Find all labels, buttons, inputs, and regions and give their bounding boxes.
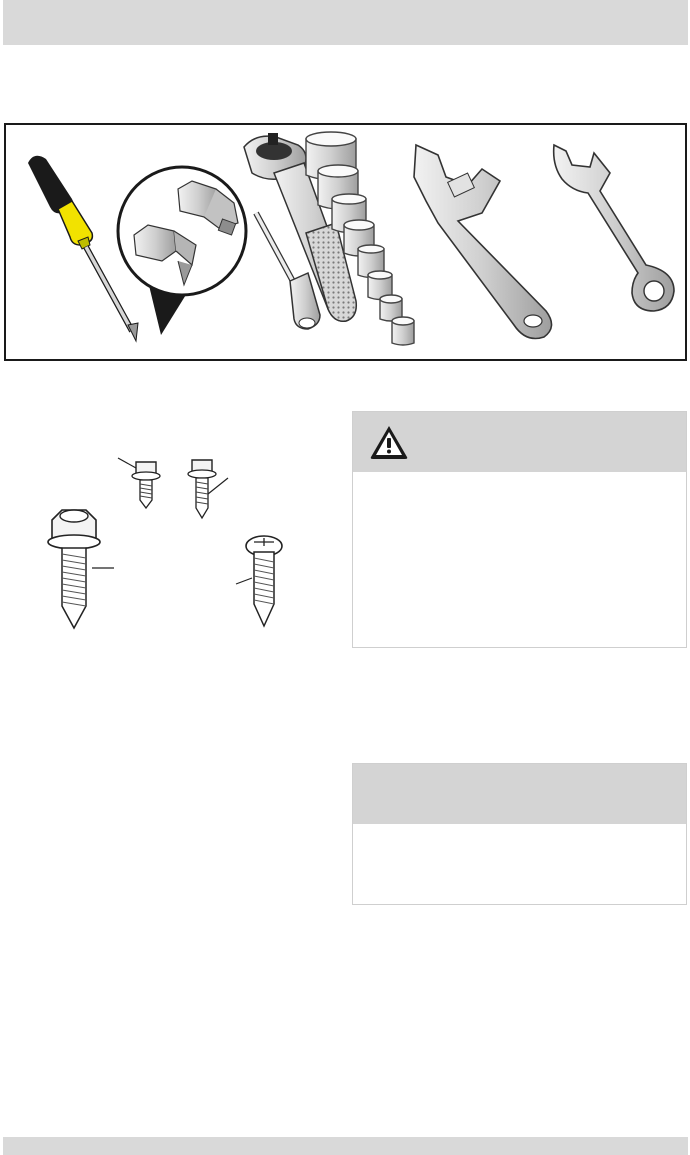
large-hex-bolt-icon xyxy=(48,510,114,628)
top-header-bar xyxy=(3,0,688,45)
hardware-illustration xyxy=(40,450,310,640)
combination-wrench-icon xyxy=(554,145,674,311)
caution-box xyxy=(352,763,687,905)
warning-triangle-icon xyxy=(369,424,409,460)
warning-box xyxy=(352,411,687,648)
phillips-screw-icon xyxy=(236,536,282,626)
adjustable-wrench-icon xyxy=(414,145,552,339)
warning-box-header xyxy=(353,412,686,472)
small-hex-screw-icon xyxy=(188,460,228,518)
driver-bits-icon xyxy=(118,167,246,335)
caution-box-header xyxy=(353,764,686,824)
small-hex-screw-icon xyxy=(118,458,160,508)
tools-illustration xyxy=(6,125,685,359)
tools-illustration-panel xyxy=(4,123,687,361)
bottom-footer-bar xyxy=(3,1137,688,1155)
